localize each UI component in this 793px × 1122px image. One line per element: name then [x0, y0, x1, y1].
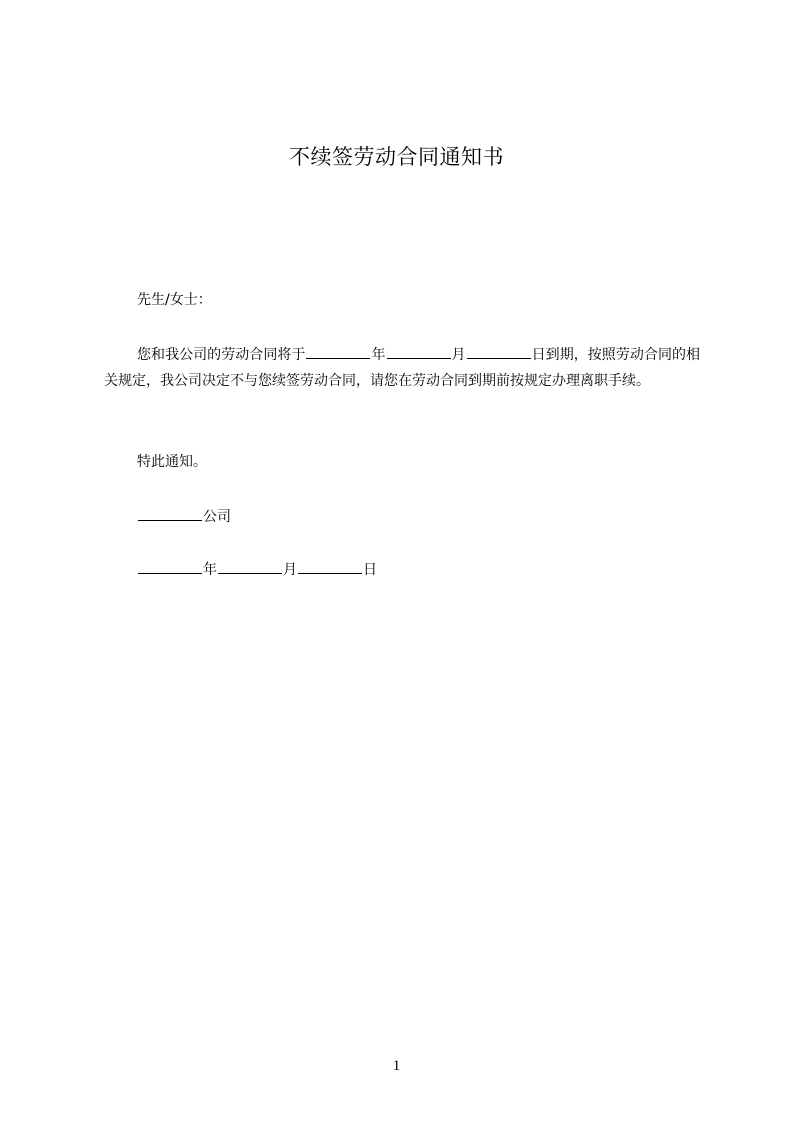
body-text-main: 日到期，按照劳动合同的相关规定，我公司决定不与您续签劳动合同，请您在劳动合同到期前按规定办理离职手续。	[104, 347, 701, 389]
date-month-label: 月	[283, 562, 297, 578]
date-day-label: 日	[363, 562, 377, 578]
salutation: 先生/女士：	[137, 292, 212, 308]
document-title: 不续签劳动合同通知书	[289, 145, 504, 169]
year-blank	[306, 343, 370, 359]
company-name-blank	[138, 505, 202, 521]
date-year-label: 年	[203, 562, 217, 578]
month-blank	[387, 343, 451, 359]
signature-date-line	[137, 558, 377, 580]
year-label: 年	[371, 347, 386, 363]
day-blank	[467, 343, 531, 359]
page-number: 1	[392, 1058, 401, 1074]
month-label: 月	[451, 347, 466, 363]
closing-line: 特此通知。	[137, 454, 207, 470]
company-suffix: 公司	[203, 509, 231, 525]
date-month-blank	[218, 558, 282, 574]
date-year-blank	[138, 558, 202, 574]
body-text-intro: 您和我公司的劳动合同将于	[137, 347, 306, 363]
body-paragraph	[104, 342, 700, 394]
date-day-blank	[298, 558, 362, 574]
company-signature-line	[137, 505, 231, 527]
